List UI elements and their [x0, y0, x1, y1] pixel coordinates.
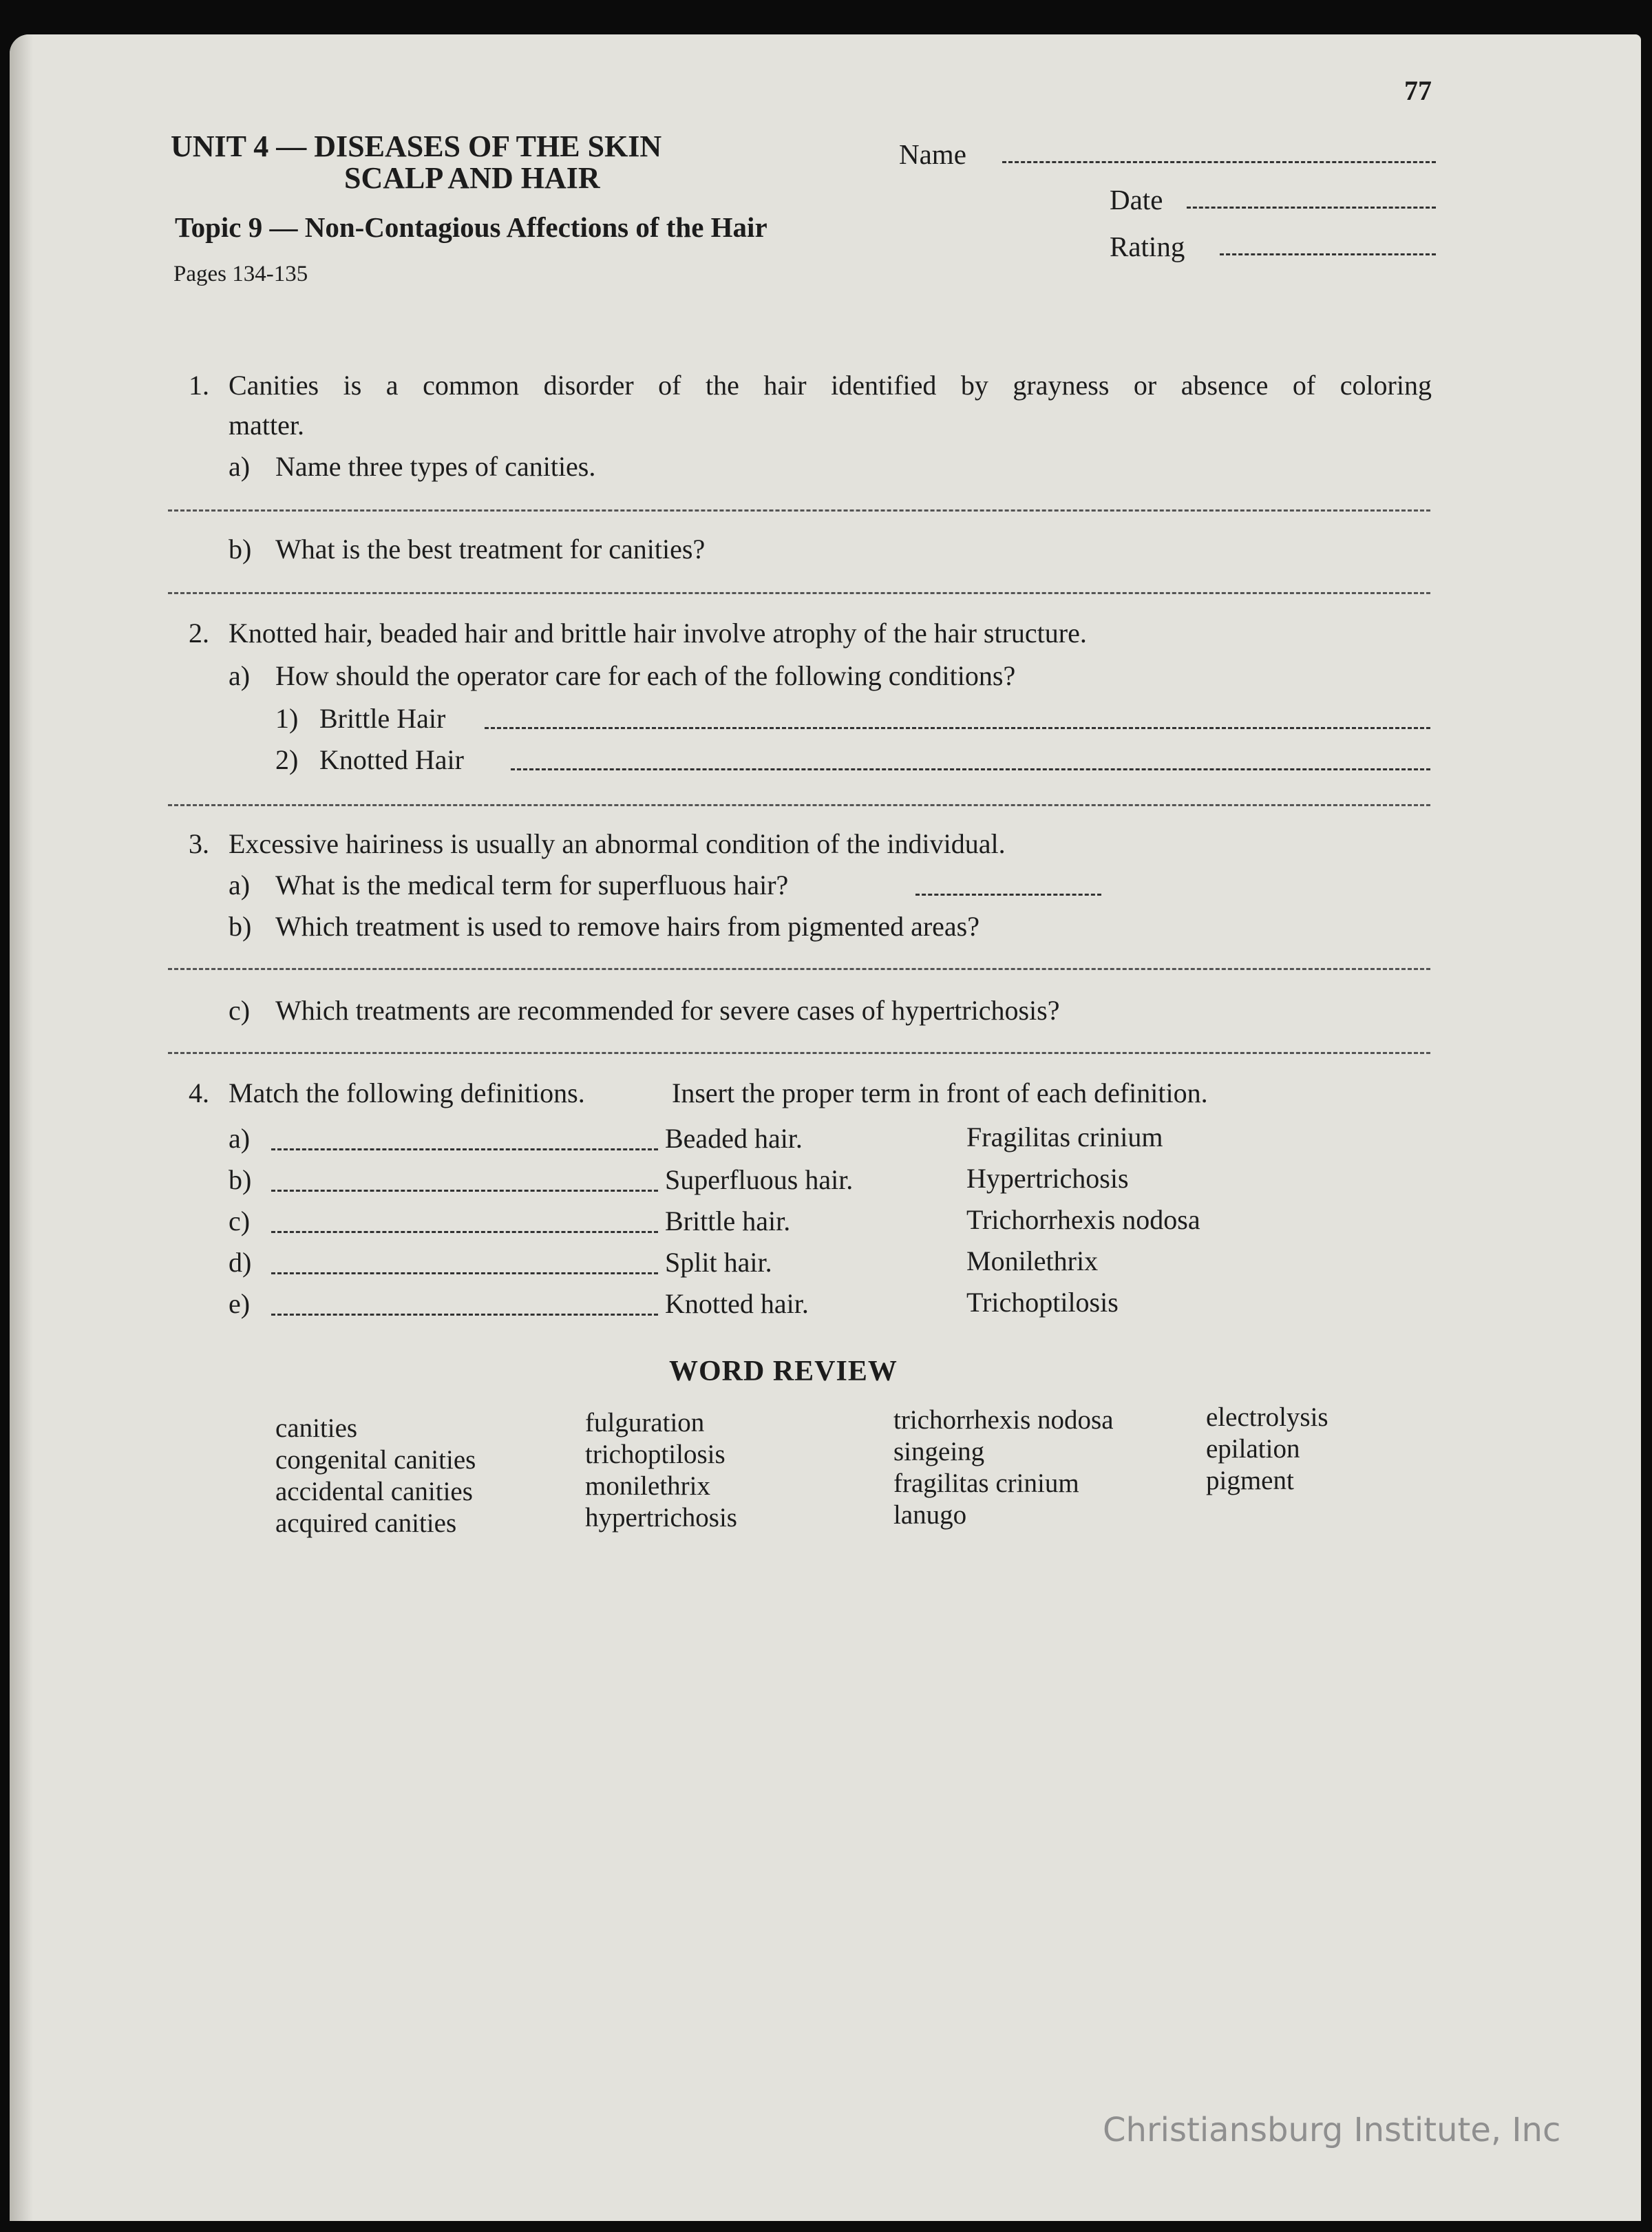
topic-title: Topic 9 — Non-Contagious Affections of the Hair	[175, 211, 767, 243]
q2-number: 2.	[189, 618, 209, 649]
word-review-column-2	[585, 1407, 737, 1534]
q4-instructions: Insert the proper term in front of each definition.	[672, 1077, 1208, 1108]
answer-line-q1b[interactable]	[168, 592, 1430, 594]
date-label: Date	[1110, 184, 1163, 215]
q4-row-e-letter: e)	[229, 1288, 251, 1319]
word-item: electrolysis	[1206, 1402, 1328, 1432]
q2-item2-number: 2)	[275, 744, 299, 775]
word-item: trichorrhexis nodosa	[893, 1405, 1114, 1435]
q3b-letter: b)	[229, 911, 252, 942]
word-review-column-3	[893, 1404, 1114, 1531]
watermark: Christiansburg Institute, Inc	[1103, 2111, 1561, 2149]
q3b-text: Which treatment is used to remove hairs from pigmented areas?	[275, 911, 979, 942]
name-label: Name	[899, 138, 966, 170]
word-item: pigment	[1206, 1466, 1294, 1495]
q4-row-d-definition: Split hair.	[665, 1247, 772, 1278]
q1a-text: Name three types of canities.	[275, 451, 596, 482]
name-field[interactable]	[1002, 161, 1436, 163]
q4-row-a-answer[interactable]	[271, 1148, 658, 1150]
q2-item1-number: 1)	[275, 703, 299, 734]
word-item: acquired canities	[275, 1508, 457, 1538]
q4-row-b-letter: b)	[229, 1164, 252, 1195]
page-number: 77	[1404, 75, 1432, 106]
answer-line-brittle-hair[interactable]	[485, 727, 1430, 729]
unit-title	[171, 131, 661, 194]
word-review-title: WORD REVIEW	[669, 1356, 898, 1387]
q4-row-d-term: Monilethrix	[966, 1245, 1099, 1276]
answer-line-q3a[interactable]	[915, 894, 1101, 896]
q4-row-e-definition: Knotted hair.	[665, 1288, 809, 1319]
q4-row-b-definition: Superfluous hair.	[665, 1164, 854, 1195]
unit-title-line2: SCALP AND HAIR	[344, 161, 600, 195]
word-review-column-4	[1206, 1402, 1328, 1497]
word-item: epilation	[1206, 1434, 1300, 1464]
page-edge-shadow	[10, 34, 33, 2221]
q1-text-cont: matter.	[229, 410, 304, 441]
q4-row-a-definition: Beaded hair.	[665, 1123, 803, 1154]
pages-reference: Pages 134-135	[173, 262, 308, 286]
rating-label: Rating	[1110, 231, 1185, 262]
answer-line-knotted-hair[interactable]	[511, 768, 1430, 770]
q2a-letter: a)	[229, 660, 251, 691]
answer-line-q3b[interactable]	[168, 968, 1430, 970]
q4-row-e-term: Trichoptilosis	[966, 1287, 1119, 1318]
q3-text: Excessive hairiness is usually an abnormal condition of the individual.	[229, 828, 1006, 859]
q3a-letter: a)	[229, 870, 251, 901]
q3c-text: Which treatments are recommended for severe cases of hypertrichosis?	[275, 995, 1060, 1026]
q2a-text: How should the operator care for each of the following conditions?	[275, 660, 1016, 691]
q4-row-b-answer[interactable]	[271, 1190, 658, 1192]
q4-row-c-letter: c)	[229, 1206, 251, 1236]
q4-row-a-letter: a)	[229, 1123, 251, 1154]
q1a-letter: a)	[229, 451, 251, 482]
q4-row-c-term: Trichorrhexis nodosa	[966, 1204, 1200, 1235]
word-item: singeing	[893, 1437, 985, 1466]
q4-row-c-definition: Brittle hair.	[665, 1206, 791, 1236]
date-field[interactable]	[1187, 207, 1436, 209]
answer-line-q3c[interactable]	[168, 1052, 1430, 1054]
q4-row-e-answer[interactable]	[271, 1314, 658, 1316]
rating-field[interactable]	[1220, 253, 1436, 255]
word-review-column-1	[275, 1413, 476, 1539]
word-item: lanugo	[893, 1500, 967, 1530]
word-item: fragilitas crinium	[893, 1468, 1079, 1498]
word-item: trichoptilosis	[585, 1440, 726, 1469]
q3c-letter: c)	[229, 995, 251, 1026]
q1b-text: What is the best treatment for canities?	[275, 534, 706, 565]
q4-row-c-answer[interactable]	[271, 1231, 658, 1233]
word-item: monilethrix	[585, 1471, 710, 1501]
word-item: hypertrichosis	[585, 1503, 737, 1533]
q3a-text: What is the medical term for superfluous hair?	[275, 870, 789, 901]
q1b-letter: b)	[229, 534, 252, 565]
q3-number: 3.	[189, 828, 209, 859]
worksheet-page	[10, 34, 1641, 2221]
word-item: fulguration	[585, 1408, 705, 1438]
word-item: congenital canities	[275, 1445, 476, 1475]
q4-number: 4.	[189, 1077, 209, 1108]
answer-line-q1a[interactable]	[168, 509, 1430, 512]
q1-number: 1.	[189, 370, 209, 401]
q2-item1-label: Brittle Hair	[319, 703, 446, 734]
answer-line-q2[interactable]	[168, 804, 1430, 806]
word-item: accidental canities	[275, 1477, 473, 1506]
q4-row-d-answer[interactable]	[271, 1272, 658, 1274]
word-item: canities	[275, 1413, 358, 1443]
q4-row-d-letter: d)	[229, 1247, 252, 1278]
q4-text: Match the following definitions.	[229, 1077, 585, 1108]
unit-title-line1: UNIT 4 — DISEASES OF THE SKIN	[171, 129, 662, 163]
q2-item2-label: Knotted Hair	[319, 744, 464, 775]
q4-row-b-term: Hypertrichosis	[966, 1163, 1129, 1194]
q4-row-a-term: Fragilitas crinium	[966, 1122, 1163, 1152]
q2-text: Knotted hair, beaded hair and brittle hair involve atrophy of the hair structure.	[229, 618, 1087, 649]
q1-text: Canities is a common disorder of the hair identified by grayness or absence of coloring	[229, 370, 1432, 401]
